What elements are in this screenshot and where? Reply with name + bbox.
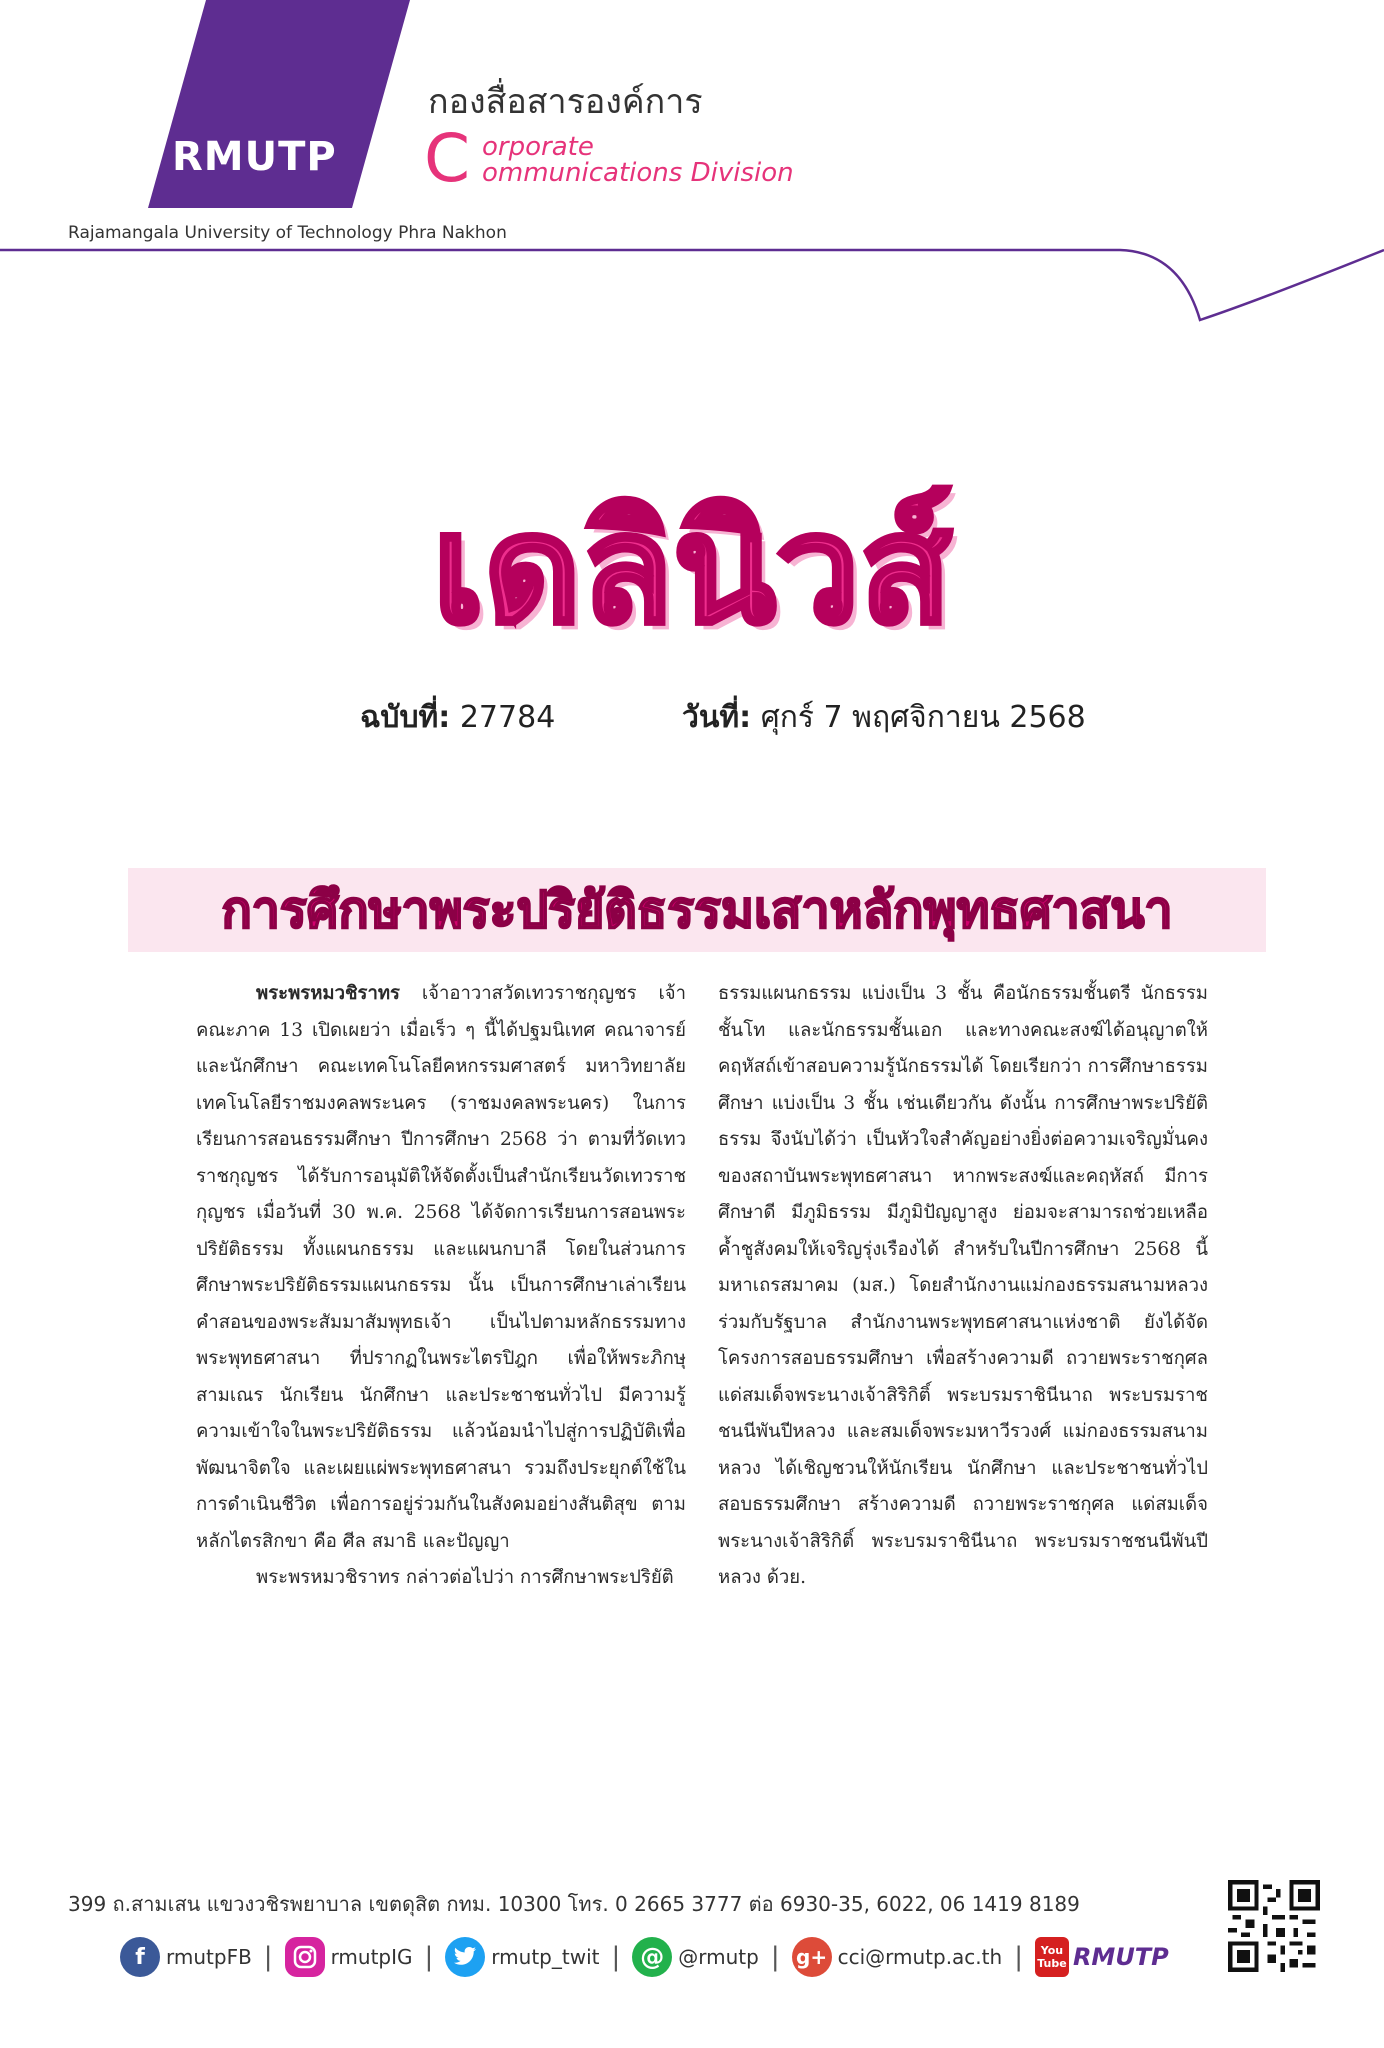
article-paragraph: [196, 976, 686, 1560]
youtube-channel: RMUTP: [1072, 1943, 1169, 1971]
issue-label: ฉบับที่:: [360, 700, 451, 735]
facebook-handle: rmutpFB: [166, 1945, 252, 1969]
twitter-icon: [445, 1937, 485, 1977]
youtube-icon: [1035, 1937, 1069, 1977]
university-name: Rajamangala University of Technology Phra Nakhon: [68, 223, 507, 243]
article-headline: การศึกษาพระปริยัติธรรมเสาหลักพุทธศาสนา: [221, 881, 1173, 939]
separator: |: [770, 1942, 780, 1972]
youtube-icon-you: You: [1040, 1944, 1064, 1957]
issue-info: [360, 694, 555, 741]
article-text: พระพรหมวชิราทร กล่าวต่อไปว่า การศึกษาพระปริยัติ: [256, 1567, 674, 1588]
article-paragraph: [196, 1560, 686, 1597]
article-paragraph: [718, 976, 1208, 1597]
twitter-handle: rmutp_twit: [491, 1945, 600, 1969]
header-divider-curve: [0, 230, 1384, 330]
email-link[interactable]: [792, 1937, 1003, 1977]
separator: |: [611, 1942, 621, 1972]
rmutp-logo-text: RMUTP: [172, 134, 337, 180]
date-label: วันที่:: [682, 700, 752, 735]
email-address: cci@rmutp.ac.th: [837, 1945, 1003, 1969]
facebook-icon: f: [120, 1937, 160, 1977]
social-links: [120, 1932, 1169, 1982]
date-value: ศุกร์ 7 พฤศจิกายน 2568: [760, 700, 1086, 735]
separator: |: [424, 1942, 434, 1972]
division-name-thai: กองสื่อสารองค์การ: [428, 82, 703, 122]
facebook-link[interactable]: [120, 1937, 252, 1977]
lead-name: พระพรหมวชิราทร: [256, 983, 400, 1004]
article-text: เจ้าอาวาสวัดเทวราชกุญชร เจ้าคณะภาค 13 เปิดเผยว่า เมื่อเร็ว ๆ นี้ได้ปฐมนิเทศ คณาจารย์และนักศึกษา คณะเทคโนโลยีคหกรรมศาสตร์ มหาวิทยาลัยเทคโนโลยีราชมงคลพระนคร (ราชมงคลพระนคร) ในการเรียนการสอนธรรมศึกษา ปีการศึกษา 2568 ว่า ตามที่วัดเทวราชกุญชร ได้รับการอนุมัติให้จัดตั้งเป็นสำนักเรียนวัดเทวราชกุญชร เมื่อวันที่ 30 พ.ค. 2568 ได้จัดการเรียนการสอนพระปริยัติธรรม ทั้งแผนกธรรม และแผนกบาลี โดยในส่วนการศึกษาพระปริยัติธรรมแผนกธรรม นั้น เป็นการศึกษาเล่าเรียนคำสอนของพระสัมมาสัมพุทธเจ้า เป็นไปตามหลักธรรมทางพระพุทธศาสนา ที่ปรากฏในพระไตรปิฎก เพื่อให้พระภิกษุสามเณร นักเรียน นักศึกษา และประชาชนทั่วไป มีความรู้ความเข้าใจในพระปริยัติธรรม แล้วน้อมนำไปสู่การปฏิบัติเพื่อพัฒนาจิตใจ และเผยแผ่พระพุทธศาสนา รวมถึงประยุกต์ใช้ในการดำเนินชีวิต เพื่อการอยู่ร่วมกันในสังคมอย่างสันติสุข ตามหลักไตรสิกขา คือ ศีล สมาธิ และปัญญา: [196, 983, 686, 1552]
youtube-icon-tube: Tube: [1037, 1957, 1067, 1970]
division-name-en-line2: ommunications Division: [482, 158, 794, 188]
twitter-link[interactable]: [445, 1937, 599, 1977]
division-name-en-initial: C: [424, 120, 471, 197]
qr-code-icon[interactable]: [1228, 1880, 1320, 1972]
issue-number: 27784: [459, 700, 556, 735]
instagram-link[interactable]: [285, 1937, 413, 1977]
article-column-right: [718, 976, 1208, 1597]
google-plus-icon: g+: [792, 1937, 832, 1977]
line-icon: @: [632, 1937, 672, 1977]
article-column-left: [196, 976, 686, 1597]
division-name-en-line1: orporate: [482, 132, 594, 162]
instagram-handle: rmutpIG: [330, 1945, 413, 1969]
separator: |: [263, 1942, 273, 1972]
newspaper-masthead: เดลินิวส์: [432, 483, 952, 657]
footer-address: 399 ถ.สามเสน แขวงวชิรพยาบาล เขตดุสิต กทม. 10300 โทร. 0 2665 3777 ต่อ 6930-35, 6022, 06 1419 8189: [68, 1892, 1080, 1916]
article-text: ธรรมแผนกธรรม แบ่งเป็น 3 ชั้น คือนักธรรมชั้นตรี นักธรรมชั้นโท และนักธรรมชั้นเอก และทางคณะสงฆ์ได้อนุญาตให้คฤหัสถ์เข้าสอบความรู้นักธรรมได้ โดยเรียกว่า การศึกษาธรรมศึกษา แบ่งเป็น 3 ชั้น เช่นเดียวกัน ดังนั้น การศึกษาพระปริยัติธรรม จึงนับได้ว่า เป็นหัวใจสำคัญอย่างยิ่งต่อความเจริญมั่นคงของสถาบันพระพุทธศาสนา หากพระสงฆ์และคฤหัสถ์ มีการศึกษาดี มีภูมิธรรม มีภูมิปัญญาสูง ย่อมจะสามารถช่วยเหลือค้ำชูสังคมให้เจริญรุ่งเรืองได้ สำหรับในปีการศึกษา 2568 นี้ มหาเถรสมาคม (มส.) โดยสำนักงานแม่กองธรรมสนามหลวง ร่วมกับรัฐบาล สำนักงานพระพุทธศาสนาแห่งชาติ ยังได้จัดโครงการสอบธรรมศึกษา เพื่อสร้างความดี ถวายพระราชกุศลแด่สมเด็จพระนางเจ้าสิริกิติ์ พระบรมราชินีนาถ พระบรมราชชนนีพันปีหลวง และสมเด็จพระมหาวีรวงศ์ แม่กองธรรมสนามหลวง ได้เชิญชวนให้นักเรียน นักศึกษา และประชาชนทั่วไป สอบธรรมศึกษา สร้างความดี ถวายพระราชกุศล แด่สมเด็จพระนางเจ้าสิริกิติ์ พระบรมราชินีนาถ พระบรมราชชนนีพันปีหลวง ด้วย.: [718, 983, 1208, 1588]
line-link[interactable]: [632, 1937, 759, 1977]
date-info: [682, 694, 1086, 741]
line-handle: @rmutp: [678, 1945, 759, 1969]
separator: |: [1014, 1942, 1023, 1972]
youtube-link[interactable]: [1035, 1937, 1169, 1977]
instagram-icon: [285, 1937, 325, 1977]
